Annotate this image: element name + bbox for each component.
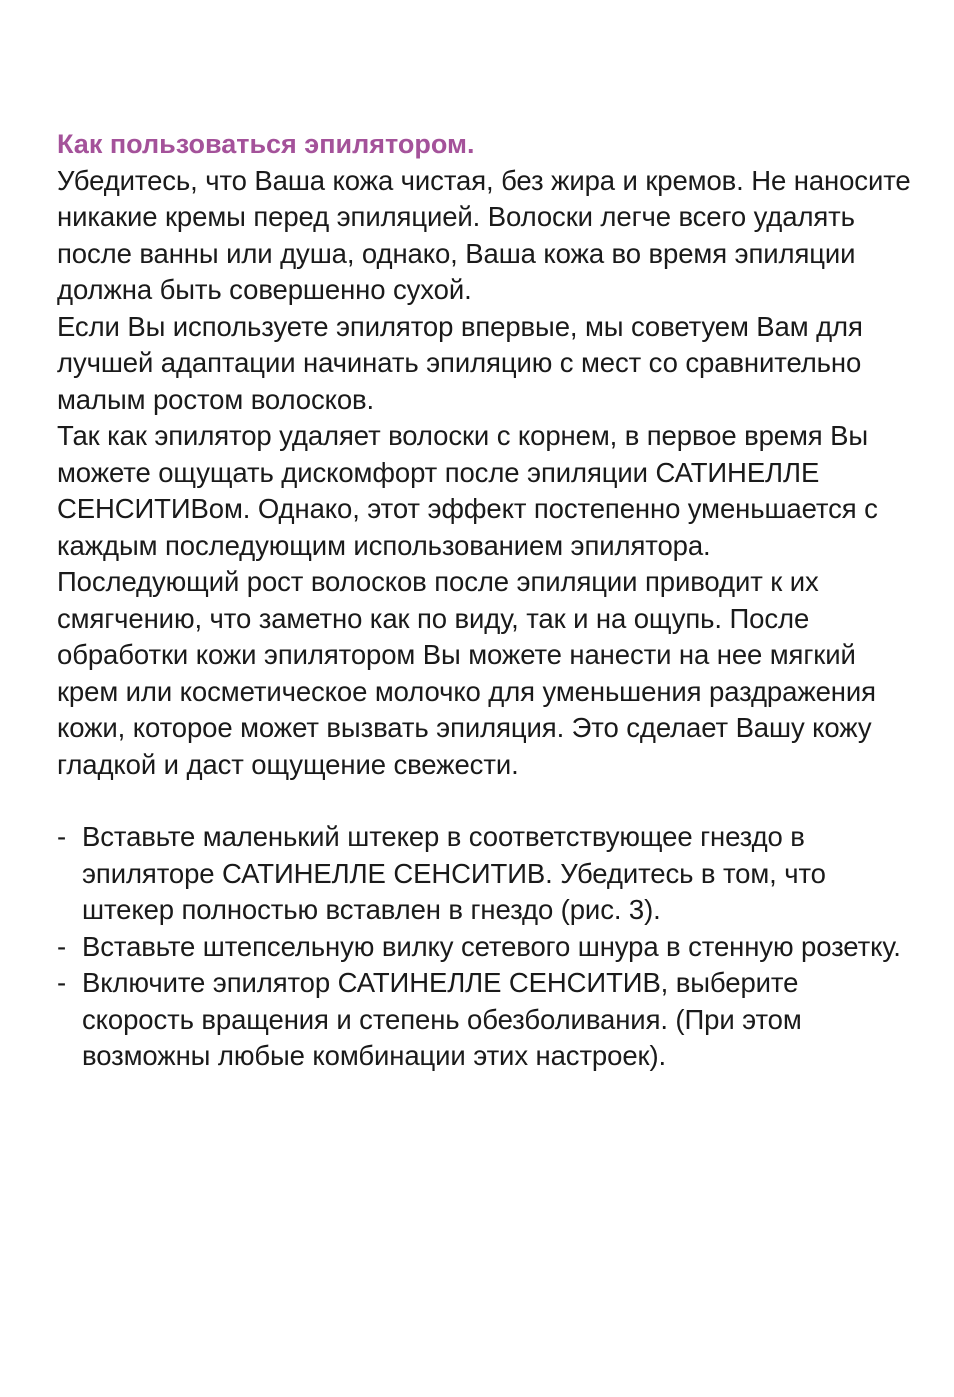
list-item (57, 965, 917, 1075)
intro-text (57, 163, 917, 784)
section-heading: Как пользоваться эпилятором. (57, 129, 475, 159)
list-item (57, 929, 917, 966)
list-marker: - (57, 967, 67, 998)
step-text: Включите эпилятор САТИНЕЛЛЕ СЕНСИТИВ, выберите скорость вращения и степень обезболивания. (При этом возможны любые комбинации этих настроек). (82, 967, 802, 1071)
paragraph-regrowth: Последующий рост волосков после эпиляции приводит к их смягчению, что заметно как по виду, так и на ощупь. После обработки кожи эпилятором Вы можете нанести на нее мягкий крем или косметическое молочко для уменьшения раздражения кожи, которое может вызвать эпиляция. Это сделает Вашу кожу гладкой и даст ощущение свежести. (57, 566, 876, 780)
paragraph-first-use: Если Вы используете эпилятор впервые, мы советуем Вам для лучшей адаптации начинать эпиляцию с мест со сравнительно малым ростом волосков. (57, 310, 863, 415)
step-text: Вставьте маленький штекер в соответствующее гнездо в эпиляторе САТИНЕЛЛЕ СЕНСИТИВ. Убедитесь в том, что штекер полностью вставлен в гнездо (рис. 3). (82, 821, 826, 925)
paragraph-discomfort: Так как эпилятор удаляет волоски с корнем, в первое время Вы можете ощущать дискомфорт после эпиляции САТИНЕЛЛЕ СЕНСИТИВом. Однако, этот эффект постепенно уменьшается с каждым последующим использованием эпилятора. (57, 420, 878, 561)
paragraph-skin-prep: Убедитесь, что Ваша кожа чистая, без жира и кремов. Не наносите никакие кремы перед эпиляцией. Волоски легче всего удалять после ванны или душа, однако, Ваша кожа во время эпиляции должна быть совершенно сухой. (57, 164, 911, 305)
list-item (57, 819, 917, 929)
list-marker: - (57, 930, 67, 962)
steps-list (57, 819, 917, 1075)
instruction-page (57, 126, 917, 1075)
step-text: Вставьте штепсельную вилку сетевого шнура в стенную розетку. (82, 930, 901, 962)
list-marker: - (57, 821, 67, 852)
